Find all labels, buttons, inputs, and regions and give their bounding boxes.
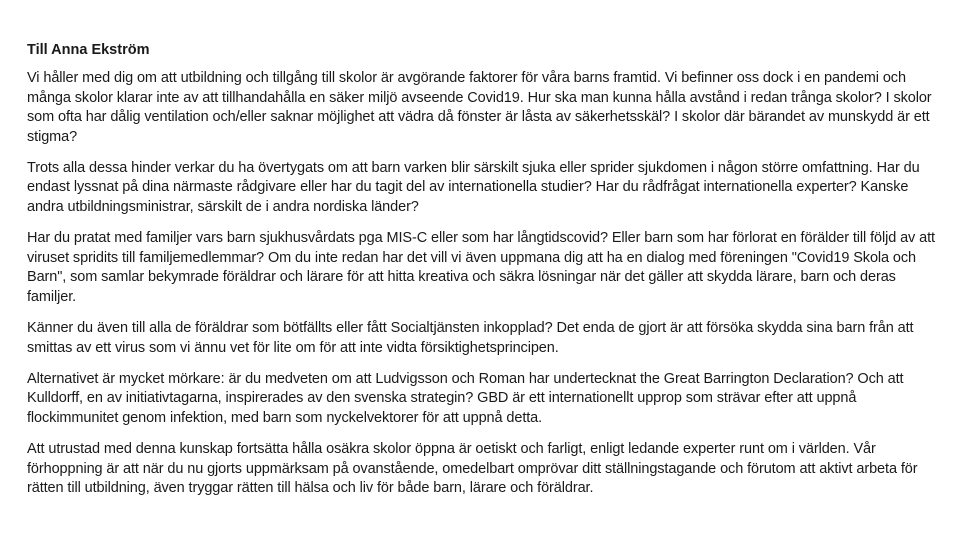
paragraph-4: Känner du även till alla de föräldrar som bötfällts eller fått Socialtjänsten inkopplad? Det enda de gjort är att försöka skydda sina barn från att smittas av ett virus som vi ännu vet för lite om för att inte vidta försiktighetsprincipen. — [27, 320, 914, 356]
paragraph-3: Har du pratat med familjer vars barn sjukhusvårdats pga MIS-C eller som har långtidscovid? Eller barn som har förlorat en förälder till följd av att viruset spridits till familjemedlemmar? Om du inte redan har det vill vi även uppmana dig att ha en dialog med föreningen "Covid19 Skola och Barn", som samlar bekymrade föräldrar och lärare för att hitta kreativa och säkra lösningar när det gäller att skydda lärare, barn och deras familjer. — [27, 230, 935, 305]
open-letter — [27, 40, 947, 510]
paragraph-6: Att utrustad med denna kunskap fortsätta hålla osäkra skolor öppna är oetiskt och farligt, enligt ledande experter runt om i världen. Vår förhoppning är att när du nu gjorts uppmärksam på ovanstående, omedelbart omprövar ditt ställningstagande och förutom att aktivt arbeta för rätten till utbildning, även tryggar rätten till hälsa och liv för både barn, lärare och föräldrar. — [27, 441, 918, 497]
paragraph-5: Alternativet är mycket mörkare: är du medveten om att Ludvigsson och Roman har undertecknat the Great Barrington Declaration? Och att Kulldorff, en av initiativtagarna, inspirerades av den svenska strategin? GBD är ett internationellt upprop som strävar efter att uppnå flockimmunitet genom infektion, med barn som nyckelvektorer för att uppnå detta. — [27, 370, 904, 426]
paragraph-2: Trots alla dessa hinder verkar du ha övertygats om att barn varken blir särskilt sjuka eller sprider sjukdomen i någon större omfattning. Har du endast lyssnat på dina närmaste rådgivare eller har du tagit del av internationella studier? Har du rådfrågat internationella experter? Kanske andra utbildningsministrar, särskilt de i andra nordiska länder? — [27, 159, 920, 216]
letter-heading: Till Anna Ekström — [27, 42, 150, 58]
paragraph-1: Vi håller med dig om att utbildning och tillgång till skolor är avgörande faktorer för våra barns framtid. Vi befinner oss dock i en pandemi och många skolor klarar inte av att tillhandahålla en säker miljö avseende Covid19. Hur ska man kunna hålla avstånd i redan trånga skolor? I skolor som ofta har dålig ventilation och/eller saknar möjlighet att vädra då fönster är låsta av säkerhetsskäl? I skolor där bärandet av munskydd är ett stigma? — [27, 70, 932, 145]
